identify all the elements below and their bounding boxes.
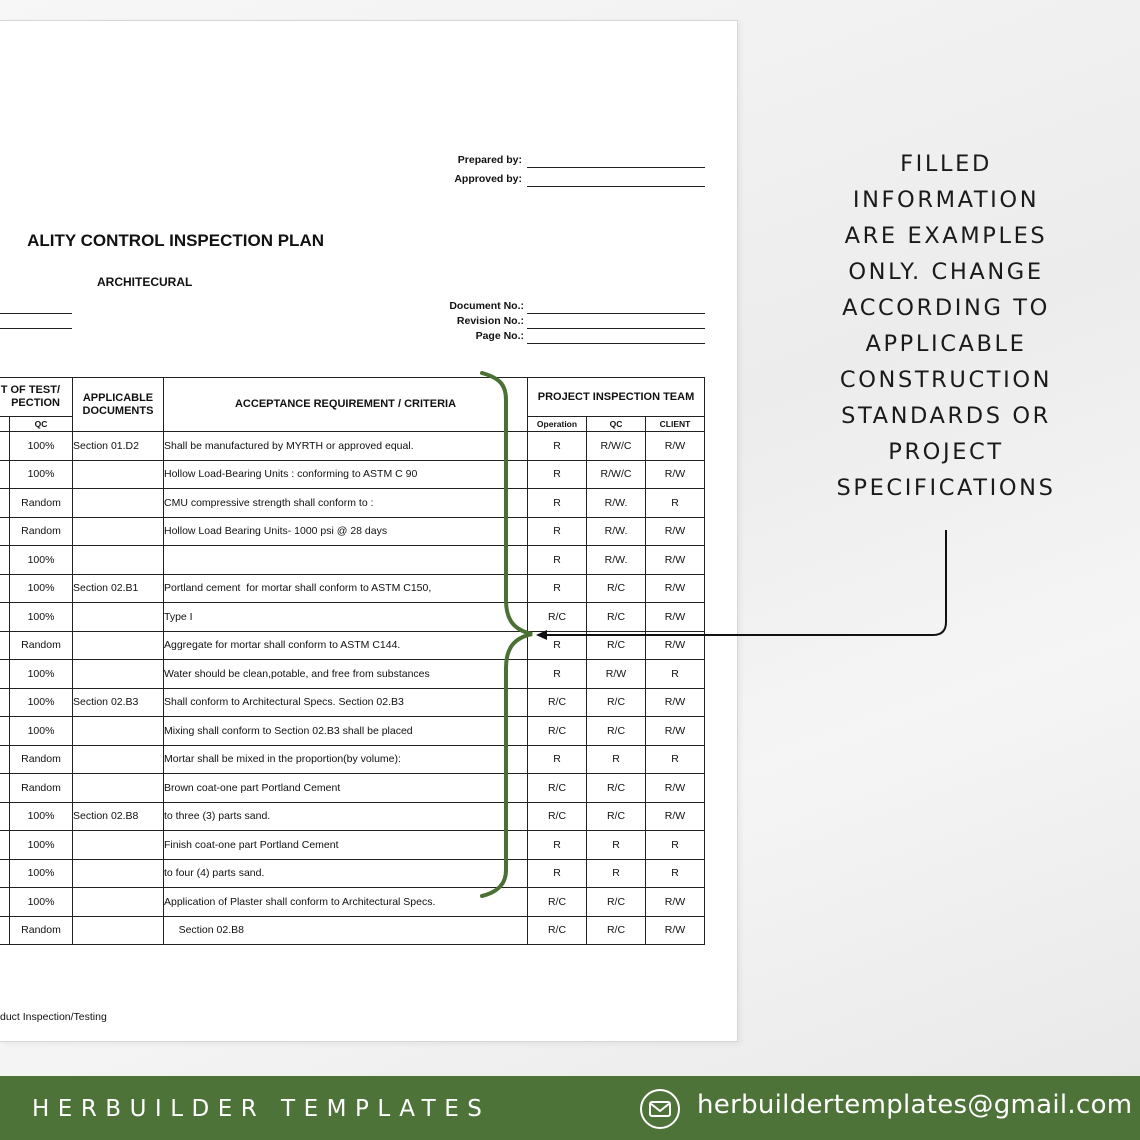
callout-arrowhead-icon (536, 630, 547, 640)
criteria-cell: Mortar shall be mixed in the proportion(by volume): (164, 745, 528, 774)
brand-footer (0, 1076, 1140, 1140)
extent-cell: 100% (10, 460, 73, 489)
criteria-cell: Shall conform to Architectural Specs. Section 02.B3 (164, 688, 528, 717)
operation-cell: R (528, 660, 587, 689)
criteria-cell: Hollow Load Bearing Units- 1000 psi @ 28 days (164, 517, 528, 546)
client-cell: R/W (646, 432, 705, 461)
extent-cell: Random (10, 916, 73, 945)
qc-cell: R (587, 859, 646, 888)
client-cell: R/W (646, 802, 705, 831)
criteria-cell: Hollow Load-Bearing Units : conforming to ASTM C 90 (164, 460, 528, 489)
footnote: duct Inspection/Testing (0, 1011, 107, 1023)
client-cell: R/W (646, 460, 705, 489)
criteria-cell: to three (3) parts sand. (164, 802, 528, 831)
qc-cell: R/W. (587, 517, 646, 546)
qc-cell: R/W/C (587, 460, 646, 489)
qc-cell: R (587, 831, 646, 860)
document-no-label: Document No.: (449, 300, 524, 312)
callout-line: PROJECT (888, 439, 1004, 465)
callout-arrow-line (546, 530, 946, 635)
callout-note (818, 146, 1074, 506)
client-cell: R/W (646, 546, 705, 575)
extent-cell: Random (10, 517, 73, 546)
qc-cell: R/C (587, 574, 646, 603)
project-inspection-team-header: PROJECT INSPECTION TEAM (528, 378, 705, 417)
prepared-by-label: Prepared by: (457, 154, 522, 166)
extent-cell: 100% (10, 802, 73, 831)
qc-cell: R/C (587, 774, 646, 803)
client-cell: R/W (646, 603, 705, 632)
operation-cell: R (528, 546, 587, 575)
revision-no-label: Revision No.: (456, 315, 524, 327)
extent-cell: 100% (10, 831, 73, 860)
client-cell: R (646, 489, 705, 518)
qc-cell: R/W/C (587, 432, 646, 461)
subheader-client: CLIENT (646, 417, 705, 432)
document-cell: Section 02.B8 (73, 802, 164, 831)
client-cell: R (646, 859, 705, 888)
callout-line: ACCORDING TO (842, 295, 1050, 321)
page-title: ALITY CONTROL INSPECTION PLAN (27, 231, 324, 250)
operation-cell: R (528, 460, 587, 489)
qc-cell: R/C (587, 688, 646, 717)
callout-line: SPECIFICATIONS (836, 475, 1056, 501)
extent-cell: 100% (10, 660, 73, 689)
qc-cell: R/C (587, 916, 646, 945)
extent-cell: 100% (10, 717, 73, 746)
client-cell: R/W (646, 916, 705, 945)
operation-cell: R (528, 432, 587, 461)
callout-line: INFORMATION (852, 187, 1040, 213)
callout-line: STANDARDS OR (841, 403, 1051, 429)
callout-line: CONSTRUCTION (839, 367, 1053, 393)
callout-line: APPLICABLE (865, 331, 1027, 357)
page-subtitle: ARCHITECURAL (97, 275, 193, 289)
operation-cell: R (528, 489, 587, 518)
operation-cell: R/C (528, 774, 587, 803)
extent-cell: 100% (10, 859, 73, 888)
criteria-cell: Finish coat-one part Portland Cement (164, 831, 528, 860)
criteria-cell: Water should be clean,potable, and free from substances (164, 660, 528, 689)
extent-cell: 100% (10, 603, 73, 632)
client-cell: R/W (646, 631, 705, 660)
contact-email[interactable]: herbuildertemplates@gmail.com (697, 1090, 1133, 1120)
brand-name: HERBUILDER TEMPLATES (32, 1096, 491, 1122)
qc-cell: R/C (587, 631, 646, 660)
operation-cell: R/C (528, 717, 587, 746)
client-cell: R (646, 660, 705, 689)
operation-cell: R/C (528, 802, 587, 831)
extent-cell: Random (10, 745, 73, 774)
qc-cell: R/C (587, 802, 646, 831)
criteria-cell: Aggregate for mortar shall conform to ASTM C144. (164, 631, 528, 660)
page-no-label: Page No.: (475, 330, 524, 342)
client-cell: R/W (646, 717, 705, 746)
client-cell: R/W (646, 774, 705, 803)
operation-cell: R/C (528, 888, 587, 917)
qc-cell: R (587, 745, 646, 774)
extent-cell: 100% (10, 688, 73, 717)
subheader-qc: QC (587, 417, 646, 432)
extent-header: T OF TEST/ PECTION (0, 378, 73, 417)
operation-cell: R (528, 631, 587, 660)
extent-cell: Random (10, 631, 73, 660)
approved-by-label: Approved by: (454, 173, 522, 185)
operation-cell: R (528, 574, 587, 603)
qc-cell: R/W. (587, 489, 646, 518)
callout-line: ARE EXAMPLES (844, 223, 1048, 249)
extent-cell: Random (10, 774, 73, 803)
callout-line: FILLED (900, 151, 992, 177)
criteria-cell: Portland cement for mortar shall conform to ASTM C150, (164, 574, 528, 603)
subheader-qc-extent: QC (10, 417, 73, 432)
client-cell: R/W (646, 688, 705, 717)
criteria-cell: Brown coat-one part Portland Cement (164, 774, 528, 803)
callout-line: ONLY. CHANGE (848, 259, 1044, 285)
green-brace-icon (482, 373, 532, 896)
criteria-cell: Section 02.B8 (164, 916, 528, 945)
criteria-cell: Mixing shall conform to Section 02.B3 shall be placed (164, 717, 528, 746)
extent-cell: 100% (10, 888, 73, 917)
mail-icon (639, 1088, 681, 1130)
client-cell: R (646, 831, 705, 860)
extent-cell: Random (10, 489, 73, 518)
qc-cell: R/C (587, 888, 646, 917)
document-cell: Section 02.B1 (73, 574, 164, 603)
document-cell: Section 02.B3 (73, 688, 164, 717)
operation-cell: R (528, 517, 587, 546)
applicable-documents-header: APPLICABLE DOCUMENTS (73, 378, 164, 432)
extent-cell: 100% (10, 432, 73, 461)
operation-cell: R/C (528, 688, 587, 717)
client-cell: R/W (646, 888, 705, 917)
client-cell: R (646, 745, 705, 774)
qc-cell: R/W. (587, 546, 646, 575)
client-cell: R/W (646, 574, 705, 603)
extent-cell: 100% (10, 574, 73, 603)
criteria-cell: Shall be manufactured by MYRTH or approved equal. (164, 432, 528, 461)
document-cell: Section 01.D2 (73, 432, 164, 461)
client-cell: R/W (646, 517, 705, 546)
operation-cell: R (528, 831, 587, 860)
operation-cell: R (528, 745, 587, 774)
operation-cell: R/C (528, 916, 587, 945)
extent-cell: 100% (10, 546, 73, 575)
criteria-cell: CMU compressive strength shall conform to : (164, 489, 528, 518)
criteria-cell: to four (4) parts sand. (164, 859, 528, 888)
operation-cell: R (528, 859, 587, 888)
criteria-header: ACCEPTANCE REQUIREMENT / CRITERIA (164, 378, 528, 432)
operation-cell: R/C (528, 603, 587, 632)
criteria-cell: Application of Plaster shall conform to Architectural Specs. (164, 888, 528, 917)
qc-cell: R/C (587, 603, 646, 632)
qc-cell: R/C (587, 717, 646, 746)
subheader-operation: Operation (528, 417, 587, 432)
qc-cell: R/W (587, 660, 646, 689)
criteria-cell: Type I (164, 603, 528, 632)
